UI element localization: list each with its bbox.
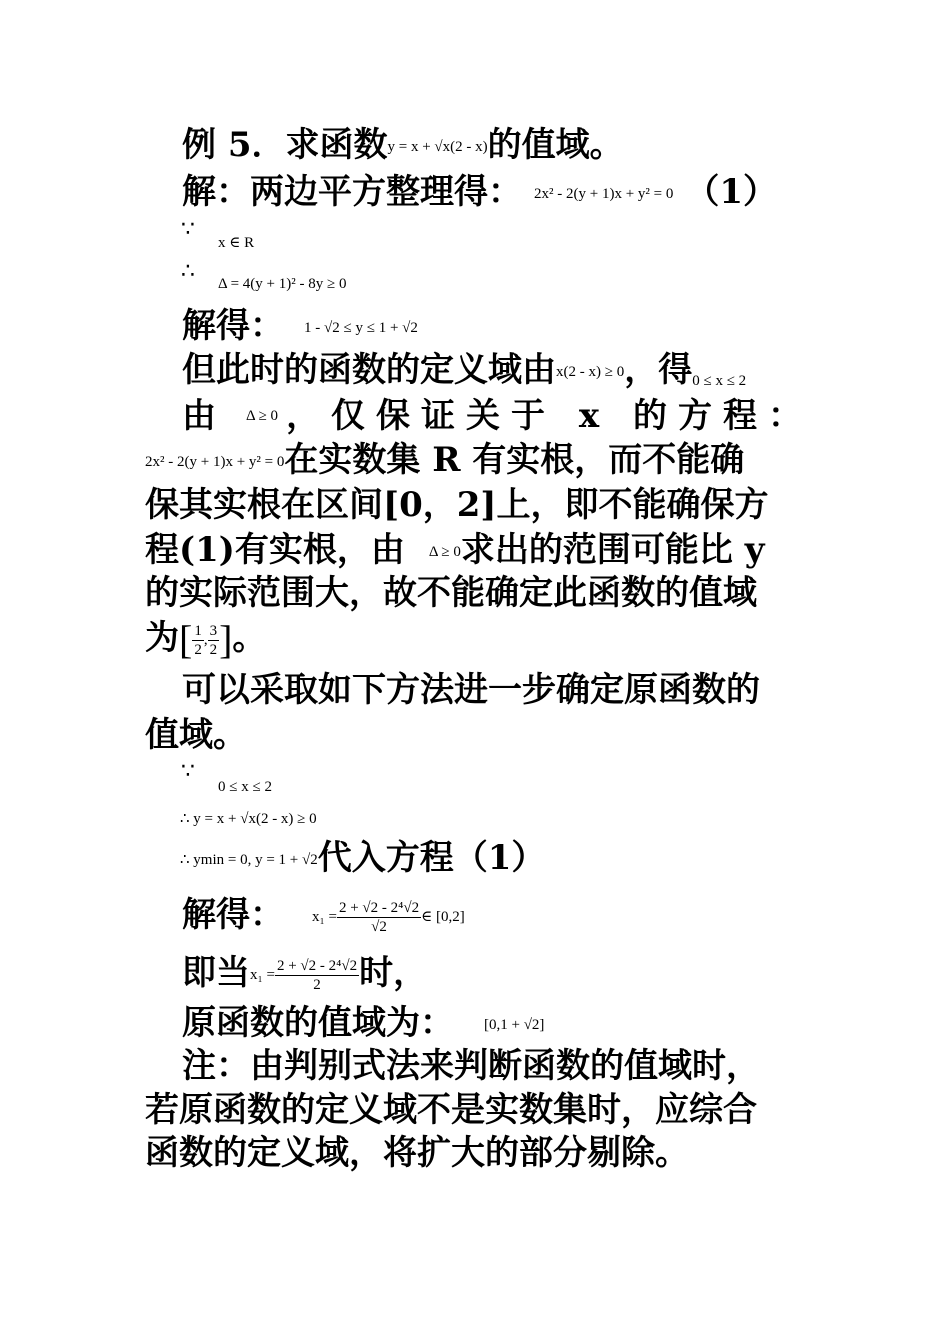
note-line-3: 函数的定义域，将扩大的部分剔除。 bbox=[145, 1133, 689, 1173]
domain-note-text-2: ，得 bbox=[624, 350, 693, 390]
squared-equation: 2x² - 2(y + 1)x + y² = 0 bbox=[534, 186, 674, 202]
x-range-formula: 0 ≤ x ≤ 2 bbox=[692, 373, 747, 389]
frac2-numerator: 3 bbox=[209, 622, 218, 639]
x1-numerator: 2 + √2 - 2⁴√2 bbox=[338, 899, 420, 916]
x1-equals-2: x₁ = bbox=[250, 967, 275, 983]
y-nonneg-formula: ∴ y = x + √x(2 - x) ≥ 0 bbox=[180, 811, 317, 827]
equation-number: （1） bbox=[685, 172, 778, 212]
fraction-three-halves bbox=[208, 622, 220, 659]
right-bracket: ] bbox=[219, 617, 233, 662]
solution-range-line bbox=[182, 306, 418, 346]
final-range-line bbox=[182, 1003, 544, 1043]
function-formula: y = x + √x(2 - x) bbox=[387, 139, 488, 155]
note-line-2: 若原函数的定义域不是实数集时，应综合 bbox=[145, 1090, 757, 1130]
solution-line-1 bbox=[182, 172, 777, 212]
x1-numerator-2: 2 + √2 - 2⁴√2 bbox=[276, 957, 358, 974]
example-title-line bbox=[182, 125, 624, 165]
discriminant-line bbox=[218, 265, 346, 299]
y-nonneg-line bbox=[180, 800, 317, 834]
solve-label: 解得： bbox=[182, 306, 284, 346]
delta-condition-2: Δ ≥ 0 bbox=[428, 544, 461, 560]
when-text-2: 时， bbox=[359, 953, 428, 993]
domain-note-line bbox=[182, 350, 746, 390]
wrong-range-line bbox=[145, 618, 266, 660]
condition-text-2: ，仅保证关于 x 的方程： bbox=[286, 396, 814, 436]
x1-solve-label: 解得： bbox=[182, 895, 284, 935]
x1-equals: x₁ = bbox=[312, 909, 337, 925]
final-range-formula: [0,1 + √2] bbox=[484, 1017, 545, 1033]
root-note-text: 在实数集 R 有实根，而不能确 bbox=[284, 440, 745, 480]
range-comparison-line bbox=[145, 530, 765, 570]
frac1-denominator: 2 bbox=[194, 641, 202, 658]
fraction-one-half bbox=[192, 622, 204, 659]
substitute-line bbox=[180, 838, 545, 878]
frac1-numerator: 1 bbox=[194, 622, 202, 639]
delta-condition: Δ ≥ 0 bbox=[246, 408, 279, 424]
method-intro-line-2: 值域。 bbox=[145, 715, 247, 755]
because-symbol-2: ∵ bbox=[181, 759, 195, 784]
domain-line bbox=[218, 224, 254, 258]
x1-fraction-2 bbox=[275, 957, 359, 994]
condition-text: 由 bbox=[182, 396, 216, 436]
note-line-1: 注：由判别式法来判断函数的值域时， bbox=[182, 1046, 760, 1086]
solution-intro: 解：两边平方整理得： bbox=[182, 172, 522, 212]
equation-root-line bbox=[145, 440, 744, 480]
interval-line: 保其实根在区间[0，2]上，即不能确保方 bbox=[145, 485, 769, 525]
x-range-formula-2: 0 ≤ x ≤ 2 bbox=[218, 779, 272, 795]
range-text-a: 程(1)有实根，由 bbox=[145, 530, 405, 570]
x1-denominator-2: 2 bbox=[313, 976, 321, 993]
conclusion-line: 的实际范围大，故不能确定此函数的值域 bbox=[145, 573, 757, 613]
fraction-comma: , bbox=[203, 632, 208, 648]
discriminant-formula: Δ = 4(y + 1)² - 8y ≥ 0 bbox=[218, 276, 347, 292]
wrong-range-text: 为 bbox=[145, 618, 179, 658]
example-question: 的值域。 bbox=[487, 125, 624, 165]
substitute-text: 代入方程（1） bbox=[317, 838, 546, 878]
wrong-range-period: 。 bbox=[232, 618, 267, 658]
domain-note-text: 但此时的函数的定义域由 bbox=[182, 350, 556, 390]
therefore-symbol-1: ∴ bbox=[181, 259, 195, 284]
x1-denominator: √2 bbox=[371, 918, 387, 935]
equation-formula-2: 2x² - 2(y + 1)x + y² = 0 bbox=[145, 454, 285, 470]
domain-condition: x(2 - x) ≥ 0 bbox=[556, 364, 625, 380]
condition-line bbox=[182, 396, 814, 436]
range-text-b: 求出的范围可能比 y bbox=[460, 530, 765, 570]
when-text: 即当 bbox=[182, 953, 250, 993]
frac2-denominator: 2 bbox=[209, 641, 218, 658]
left-bracket: [ bbox=[179, 617, 193, 662]
x1-solution-line bbox=[182, 895, 465, 936]
x1-fraction bbox=[337, 899, 421, 936]
x-range-line bbox=[218, 768, 272, 802]
when-line bbox=[182, 953, 427, 994]
because-symbol-1: ∵ bbox=[181, 217, 195, 242]
method-intro-line: 可以采取如下方法进一步确定原函数的 bbox=[182, 670, 760, 710]
y-min-formula: ∴ ymin = 0, y = 1 + √2 bbox=[180, 852, 318, 868]
x1-interval: ∈ [0,2] bbox=[421, 909, 465, 925]
y-range-formula: 1 - √2 ≤ y ≤ 1 + √2 bbox=[304, 320, 418, 336]
example-label: 例 5．求函数 bbox=[182, 125, 388, 165]
final-range-text: 原函数的值域为： bbox=[182, 1003, 454, 1043]
x-in-r-formula: x ∈ R bbox=[218, 235, 255, 251]
